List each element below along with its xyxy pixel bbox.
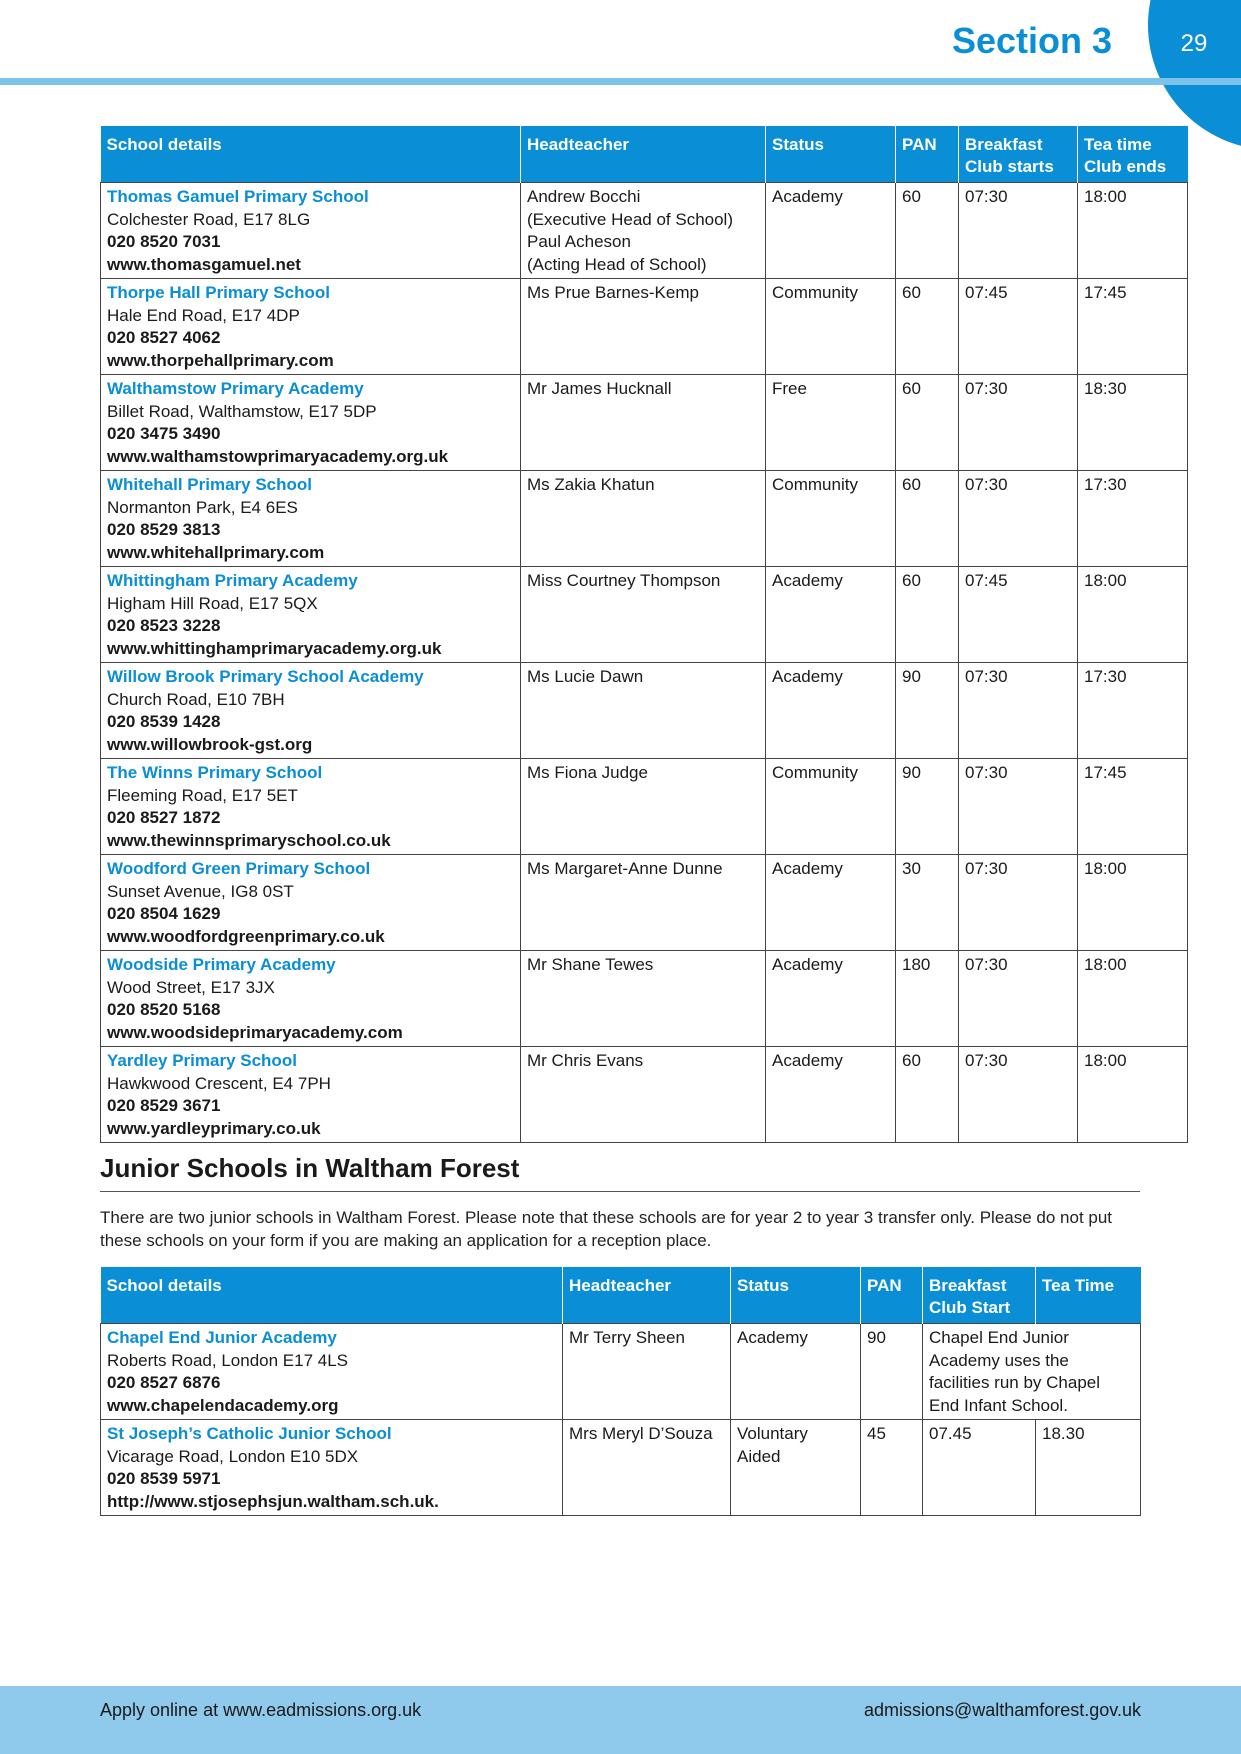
school-name: St Joseph’s Catholic Junior School [107, 1424, 392, 1443]
status-cell: Academy [766, 1047, 896, 1143]
pan-cell: 60 [896, 183, 959, 279]
headteacher-line: Ms Margaret-Anne Dunne [527, 859, 723, 878]
table-row [101, 279, 1188, 375]
school-website: www.chapelendacademy.org [107, 1395, 339, 1415]
junior-intro-text: There are two junior schools in Waltham Forest. Please note that these schools are for year 2 to year 3 transfer only. Please do not put these schools on your form if you are making an application for a reception place. [100, 1208, 1113, 1250]
school-name: The Winns Primary School [107, 763, 323, 782]
table-row [101, 663, 1188, 759]
school-details-cell [101, 1047, 521, 1143]
school-phone: 020 8539 1428 [107, 712, 221, 731]
school-address: Normanton Park, E4 6ES [107, 497, 298, 517]
headteacher-cell [521, 279, 766, 375]
school-phone: 020 8527 6876 [107, 1373, 221, 1392]
school-website: www.thewinnsprimaryschool.co.uk [107, 830, 391, 850]
status-cell [731, 1420, 861, 1516]
status-cell: Community [766, 471, 896, 567]
school-details-cell [101, 663, 521, 759]
tea-time-cell: 18:00 [1078, 951, 1188, 1047]
school-details-cell [101, 567, 521, 663]
pan-cell: 90 [861, 1324, 923, 1420]
school-phone: 020 8520 7031 [107, 232, 221, 251]
school-website: www.thorpehallprimary.com [107, 350, 334, 370]
school-address: Colchester Road, E17 8LG [107, 209, 311, 229]
headteacher-cell [521, 951, 766, 1047]
breakfast-cell: 07:45 [959, 279, 1078, 375]
footer-email: admissions@walthamforest.gov.uk [863, 1700, 1141, 1720]
header-rule [0, 78, 1241, 85]
status-value: Voluntary Aided [737, 1424, 808, 1466]
breakfast-cell: 07:30 [959, 1047, 1078, 1143]
headteacher-cell [521, 375, 766, 471]
section-title: Section 3 [951, 20, 1112, 61]
pan-cell: 90 [896, 663, 959, 759]
section-rule [100, 1191, 1140, 1192]
club-note: Chapel End Junior Academy uses the facilities run by Chapel End Infant School. [929, 1328, 1101, 1415]
school-name: Willow Brook Primary School Academy [107, 667, 424, 686]
col-header-status: Status [731, 1267, 861, 1324]
col-header-breakfast: Breakfast Club starts [959, 126, 1078, 183]
breakfast-cell: 07:30 [959, 951, 1078, 1047]
headteacher-cell [521, 1047, 766, 1143]
primary-table-body [101, 183, 1188, 1143]
school-address: Vicarage Road, London E10 5DX [107, 1446, 359, 1466]
headteacher-line: Paul Acheson [527, 232, 631, 251]
school-phone: 020 8520 5168 [107, 1000, 221, 1019]
status-cell: Academy [731, 1324, 861, 1420]
tea-time-cell: 17:30 [1078, 471, 1188, 567]
school-details-cell [101, 951, 521, 1047]
school-website: www.willowbrook-gst.org [107, 734, 313, 754]
headteacher-line: (Executive Head of School) [527, 209, 733, 229]
headteacher-cell [521, 471, 766, 567]
pan-cell: 60 [896, 1047, 959, 1143]
headteacher-line: Ms Fiona Judge [527, 763, 648, 782]
school-name: Thorpe Hall Primary School [107, 283, 330, 302]
school-address: Church Road, E10 7BH [107, 689, 285, 709]
status-cell: Academy [766, 183, 896, 279]
headteacher-line: Miss Courtney Thompson [527, 571, 721, 590]
col-header-headteacher: Headteacher [563, 1267, 731, 1324]
school-phone: 020 8529 3813 [107, 520, 221, 539]
status-cell: Academy [766, 567, 896, 663]
headteacher-line: Mr Shane Tewes [527, 955, 654, 974]
school-details-cell [101, 1324, 563, 1420]
school-name: Whitehall Primary School [107, 475, 312, 494]
col-header-headteacher: Headteacher [521, 126, 766, 183]
headteacher-line: Mr Chris Evans [527, 1051, 644, 1070]
table-row [101, 1324, 1141, 1420]
junior-section-heading: Junior Schools in Waltham Forest [100, 1153, 520, 1183]
school-website: www.whitehallprimary.com [107, 542, 325, 562]
school-address: Hale End Road, E17 4DP [107, 305, 300, 325]
tea-time-cell: 18.30 [1036, 1420, 1141, 1516]
pan-cell: 60 [896, 471, 959, 567]
pan-cell: 180 [896, 951, 959, 1047]
status-cell: Academy [766, 951, 896, 1047]
headteacher-cell: Mr Terry Sheen [563, 1324, 731, 1420]
status-cell: Community [766, 279, 896, 375]
school-name: Woodside Primary Academy [107, 955, 336, 974]
school-address: Roberts Road, London E17 4LS [107, 1350, 349, 1370]
school-details-cell [101, 1420, 563, 1516]
tea-time-cell: 17:30 [1078, 663, 1188, 759]
col-header-status: Status [766, 126, 896, 183]
pan-cell: 60 [896, 375, 959, 471]
headteacher-line: Ms Prue Barnes-Kemp [527, 283, 699, 302]
breakfast-cell: 07:30 [959, 471, 1078, 567]
school-details-cell [101, 759, 521, 855]
headteacher-cell: Mrs Meryl D’Souza [563, 1420, 731, 1516]
school-address: Higham Hill Road, E17 5QX [107, 593, 318, 613]
school-website: www.woodsideprimaryacademy.com [107, 1022, 403, 1042]
tea-time-cell: 18:00 [1078, 855, 1188, 951]
school-address: Fleeming Road, E17 5ET [107, 785, 298, 805]
col-header-school-details: School details [101, 126, 521, 183]
school-address: Sunset Avenue, IG8 0ST [107, 881, 294, 901]
col-header-tea-time: Tea Time [1036, 1267, 1141, 1324]
school-phone: 020 8527 1872 [107, 808, 221, 827]
tea-time-cell: 18:00 [1078, 183, 1188, 279]
breakfast-cell: 07:45 [959, 567, 1078, 663]
table-header-row [101, 126, 1188, 183]
school-phone: 020 8523 3228 [107, 616, 221, 635]
breakfast-cell: 07:30 [959, 663, 1078, 759]
headteacher-cell [521, 855, 766, 951]
pan-cell: 45 [861, 1420, 923, 1516]
table-row [101, 951, 1188, 1047]
table-row [101, 375, 1188, 471]
junior-table-body [101, 1324, 1141, 1516]
headteacher-line: (Acting Head of School) [527, 254, 707, 274]
school-address: Wood Street, E17 3JX [107, 977, 275, 997]
status-cell: Academy [766, 855, 896, 951]
breakfast-cell: 07.45 [923, 1420, 1036, 1516]
school-phone: 020 3475 3490 [107, 424, 221, 443]
table-row [101, 1047, 1188, 1143]
col-header-school-details: School details [101, 1267, 563, 1324]
school-website: www.walthamstowprimaryacademy.org.uk [107, 446, 449, 466]
page-number: 29 [1180, 30, 1208, 57]
breakfast-cell: 07:30 [959, 183, 1078, 279]
headteacher-cell [521, 759, 766, 855]
school-details-cell [101, 375, 521, 471]
school-details-cell [101, 183, 521, 279]
school-name: Chapel End Junior Academy [107, 1328, 337, 1347]
table-row [101, 183, 1188, 279]
tea-time-cell: 17:45 [1078, 759, 1188, 855]
col-header-pan: PAN [896, 126, 959, 183]
table-row [101, 471, 1188, 567]
col-header-breakfast: Breakfast Club Start [923, 1267, 1036, 1324]
school-name: Thomas Gamuel Primary School [107, 187, 369, 206]
headteacher-line: Mr James Hucknall [527, 379, 672, 398]
school-name: Walthamstow Primary Academy [107, 379, 364, 398]
table-row [101, 1420, 1141, 1516]
pan-cell: 30 [896, 855, 959, 951]
headteacher-cell [521, 663, 766, 759]
table-row [101, 567, 1188, 663]
breakfast-cell: 07:30 [959, 375, 1078, 471]
status-cell: Community [766, 759, 896, 855]
table-row [101, 759, 1188, 855]
school-website: www.yardleyprimary.co.uk [107, 1118, 321, 1138]
school-phone: 020 8527 4062 [107, 328, 221, 347]
headteacher-cell [521, 183, 766, 279]
school-address: Billet Road, Walthamstow, E17 5DP [107, 401, 377, 421]
headteacher-line: Ms Zakia Khatun [527, 475, 655, 494]
school-name: Whittingham Primary Academy [107, 571, 358, 590]
headteacher-line: Andrew Bocchi [527, 187, 641, 206]
tea-time-cell: 18:00 [1078, 567, 1188, 663]
school-name: Yardley Primary School [107, 1051, 297, 1070]
tea-time-cell: 18:30 [1078, 375, 1188, 471]
tea-time-cell: 18:00 [1078, 1047, 1188, 1143]
school-details-cell [101, 471, 521, 567]
school-phone: 020 8529 3671 [107, 1096, 221, 1115]
table-row [101, 855, 1188, 951]
headteacher-line: Ms Lucie Dawn [527, 667, 644, 686]
pan-cell: 60 [896, 567, 959, 663]
school-address: Hawkwood Crescent, E4 7PH [107, 1073, 331, 1093]
school-website: www.whittinghamprimaryacademy.org.uk [107, 638, 442, 658]
breakfast-cell: 07:30 [959, 855, 1078, 951]
tea-time-cell: 17:45 [1078, 279, 1188, 375]
footer-apply-online: Apply online at www.eadmissions.org.uk [100, 1700, 422, 1720]
col-header-tea-time: Tea time Club ends [1078, 126, 1188, 183]
breakfast-cell: 07:30 [959, 759, 1078, 855]
primary-schools-table [100, 126, 1188, 1143]
school-website: http://www.stjosephsjun.waltham.sch.uk. [107, 1491, 439, 1511]
school-details-cell [101, 279, 521, 375]
school-website: www.woodfordgreenprimary.co.uk [107, 926, 385, 946]
junior-schools-table [100, 1267, 1141, 1516]
table-header-row [101, 1267, 1141, 1324]
school-details-cell [101, 855, 521, 951]
school-phone: 020 8504 1629 [107, 904, 221, 923]
status-cell: Academy [766, 663, 896, 759]
club-note-cell [923, 1324, 1141, 1420]
school-website: www.thomasgamuel.net [107, 254, 301, 274]
school-name: Woodford Green Primary School [107, 859, 371, 878]
pan-cell: 90 [896, 759, 959, 855]
pan-cell: 60 [896, 279, 959, 375]
school-phone: 020 8539 5971 [107, 1469, 221, 1488]
headteacher-cell [521, 567, 766, 663]
col-header-pan: PAN [861, 1267, 923, 1324]
status-cell: Free [766, 375, 896, 471]
